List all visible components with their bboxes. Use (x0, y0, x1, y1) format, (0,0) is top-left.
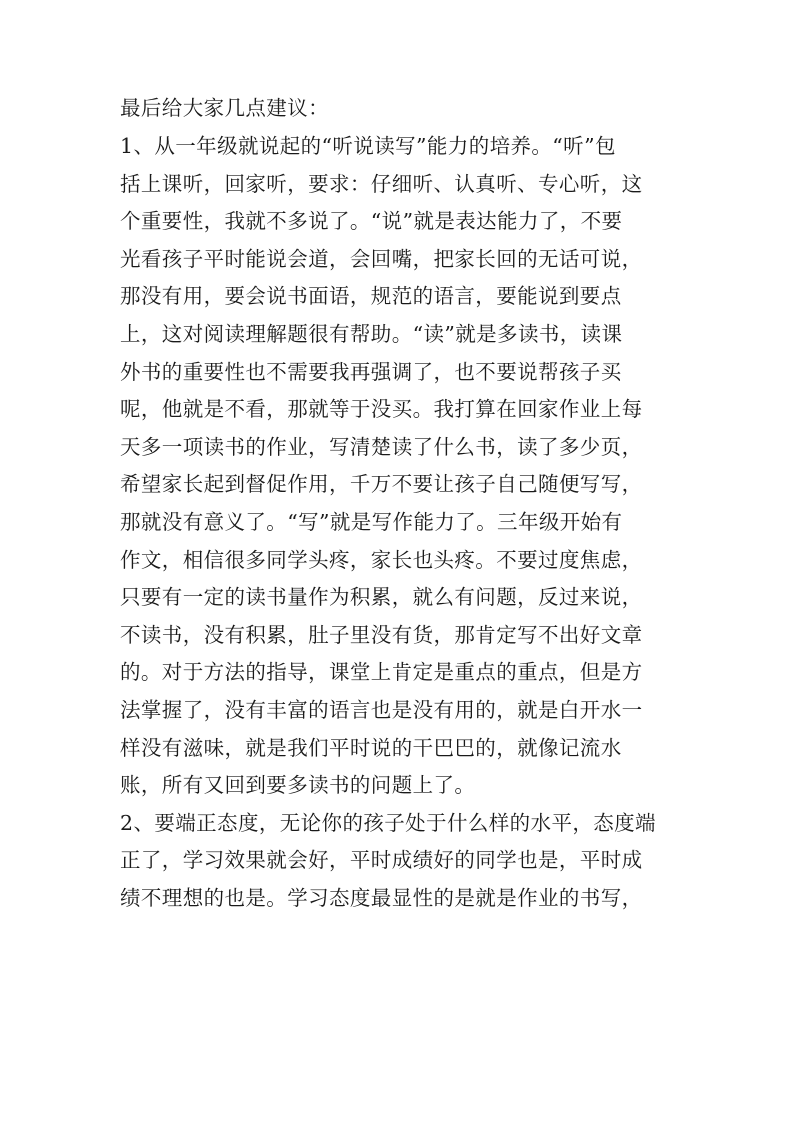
text-line-4: 光看孩子平时能说会道，会回嘴，把家长回的无话可说， (120, 246, 643, 271)
text-line-9: 天多一项读书的作业，写清楚读了什么书，读了多少页， (120, 434, 643, 459)
text-line-5: 那没有用，要会说书面语，规范的语言，要能说到要点 (120, 284, 622, 309)
text-line-8: 呢，他就是不看，那就等于没买。我打算在回家作业上每 (120, 397, 643, 422)
text-line-10: 希望家长起到督促作用，千万不要让孩子自己随便写写， (120, 472, 643, 497)
text-line-2: 括上课听，回家听，要求：仔细听、认真听、专心听，这 (120, 171, 643, 196)
text-line-6: 上，这对阅读理解题很有帮助。“读”就是多读书，读课 (120, 321, 623, 346)
text-line-19: 2、要端正态度，无论你的孩子处于什么样的水平，态度端 (120, 810, 656, 835)
text-line-15: 的。对于方法的指导，课堂上肯定是重点的重点，但是方 (120, 660, 643, 685)
text-line-13: 只要有一定的读书量作为积累，就么有问题，反过来说， (120, 585, 643, 610)
text-line-12: 作文，相信很多同学头疼，家长也头疼。不要过度焦虑， (120, 547, 643, 572)
text-line-21: 绩不理想的也是。学习态度最显性的是就是作业的书写， (120, 885, 643, 910)
text-line-18: 账，所有又回到要多读书的问题上了。 (120, 773, 476, 798)
text-line-16: 法掌握了，没有丰富的语言也是没有用的，就是白开水一 (120, 697, 643, 722)
text-line-1: 1、从一年级就说起的“听说读写”能力的培养。“听”包 (120, 134, 616, 158)
document-heading: 最后给大家几点建议： (120, 96, 329, 120)
text-line-7: 外书的重要性也不需要我再强调了，也不要说帮孩子买 (120, 359, 622, 384)
text-line-11: 那就没有意义了。“写”就是写作能力了。三年级开始有 (120, 509, 623, 534)
text-line-14: 不读书，没有积累，肚子里没有货，那肯定写不出好文章 (120, 622, 643, 647)
text-line-3: 个重要性，我就不多说了。“说”就是表达能力了，不要 (120, 209, 623, 234)
text-line-20: 正了，学习效果就会好，平时成绩好的同学也是，平时成 (120, 848, 643, 873)
text-line-17: 样没有滋味，就是我们平时说的干巴巴的，就像记流水 (120, 735, 622, 760)
document-body (120, 88, 680, 917)
